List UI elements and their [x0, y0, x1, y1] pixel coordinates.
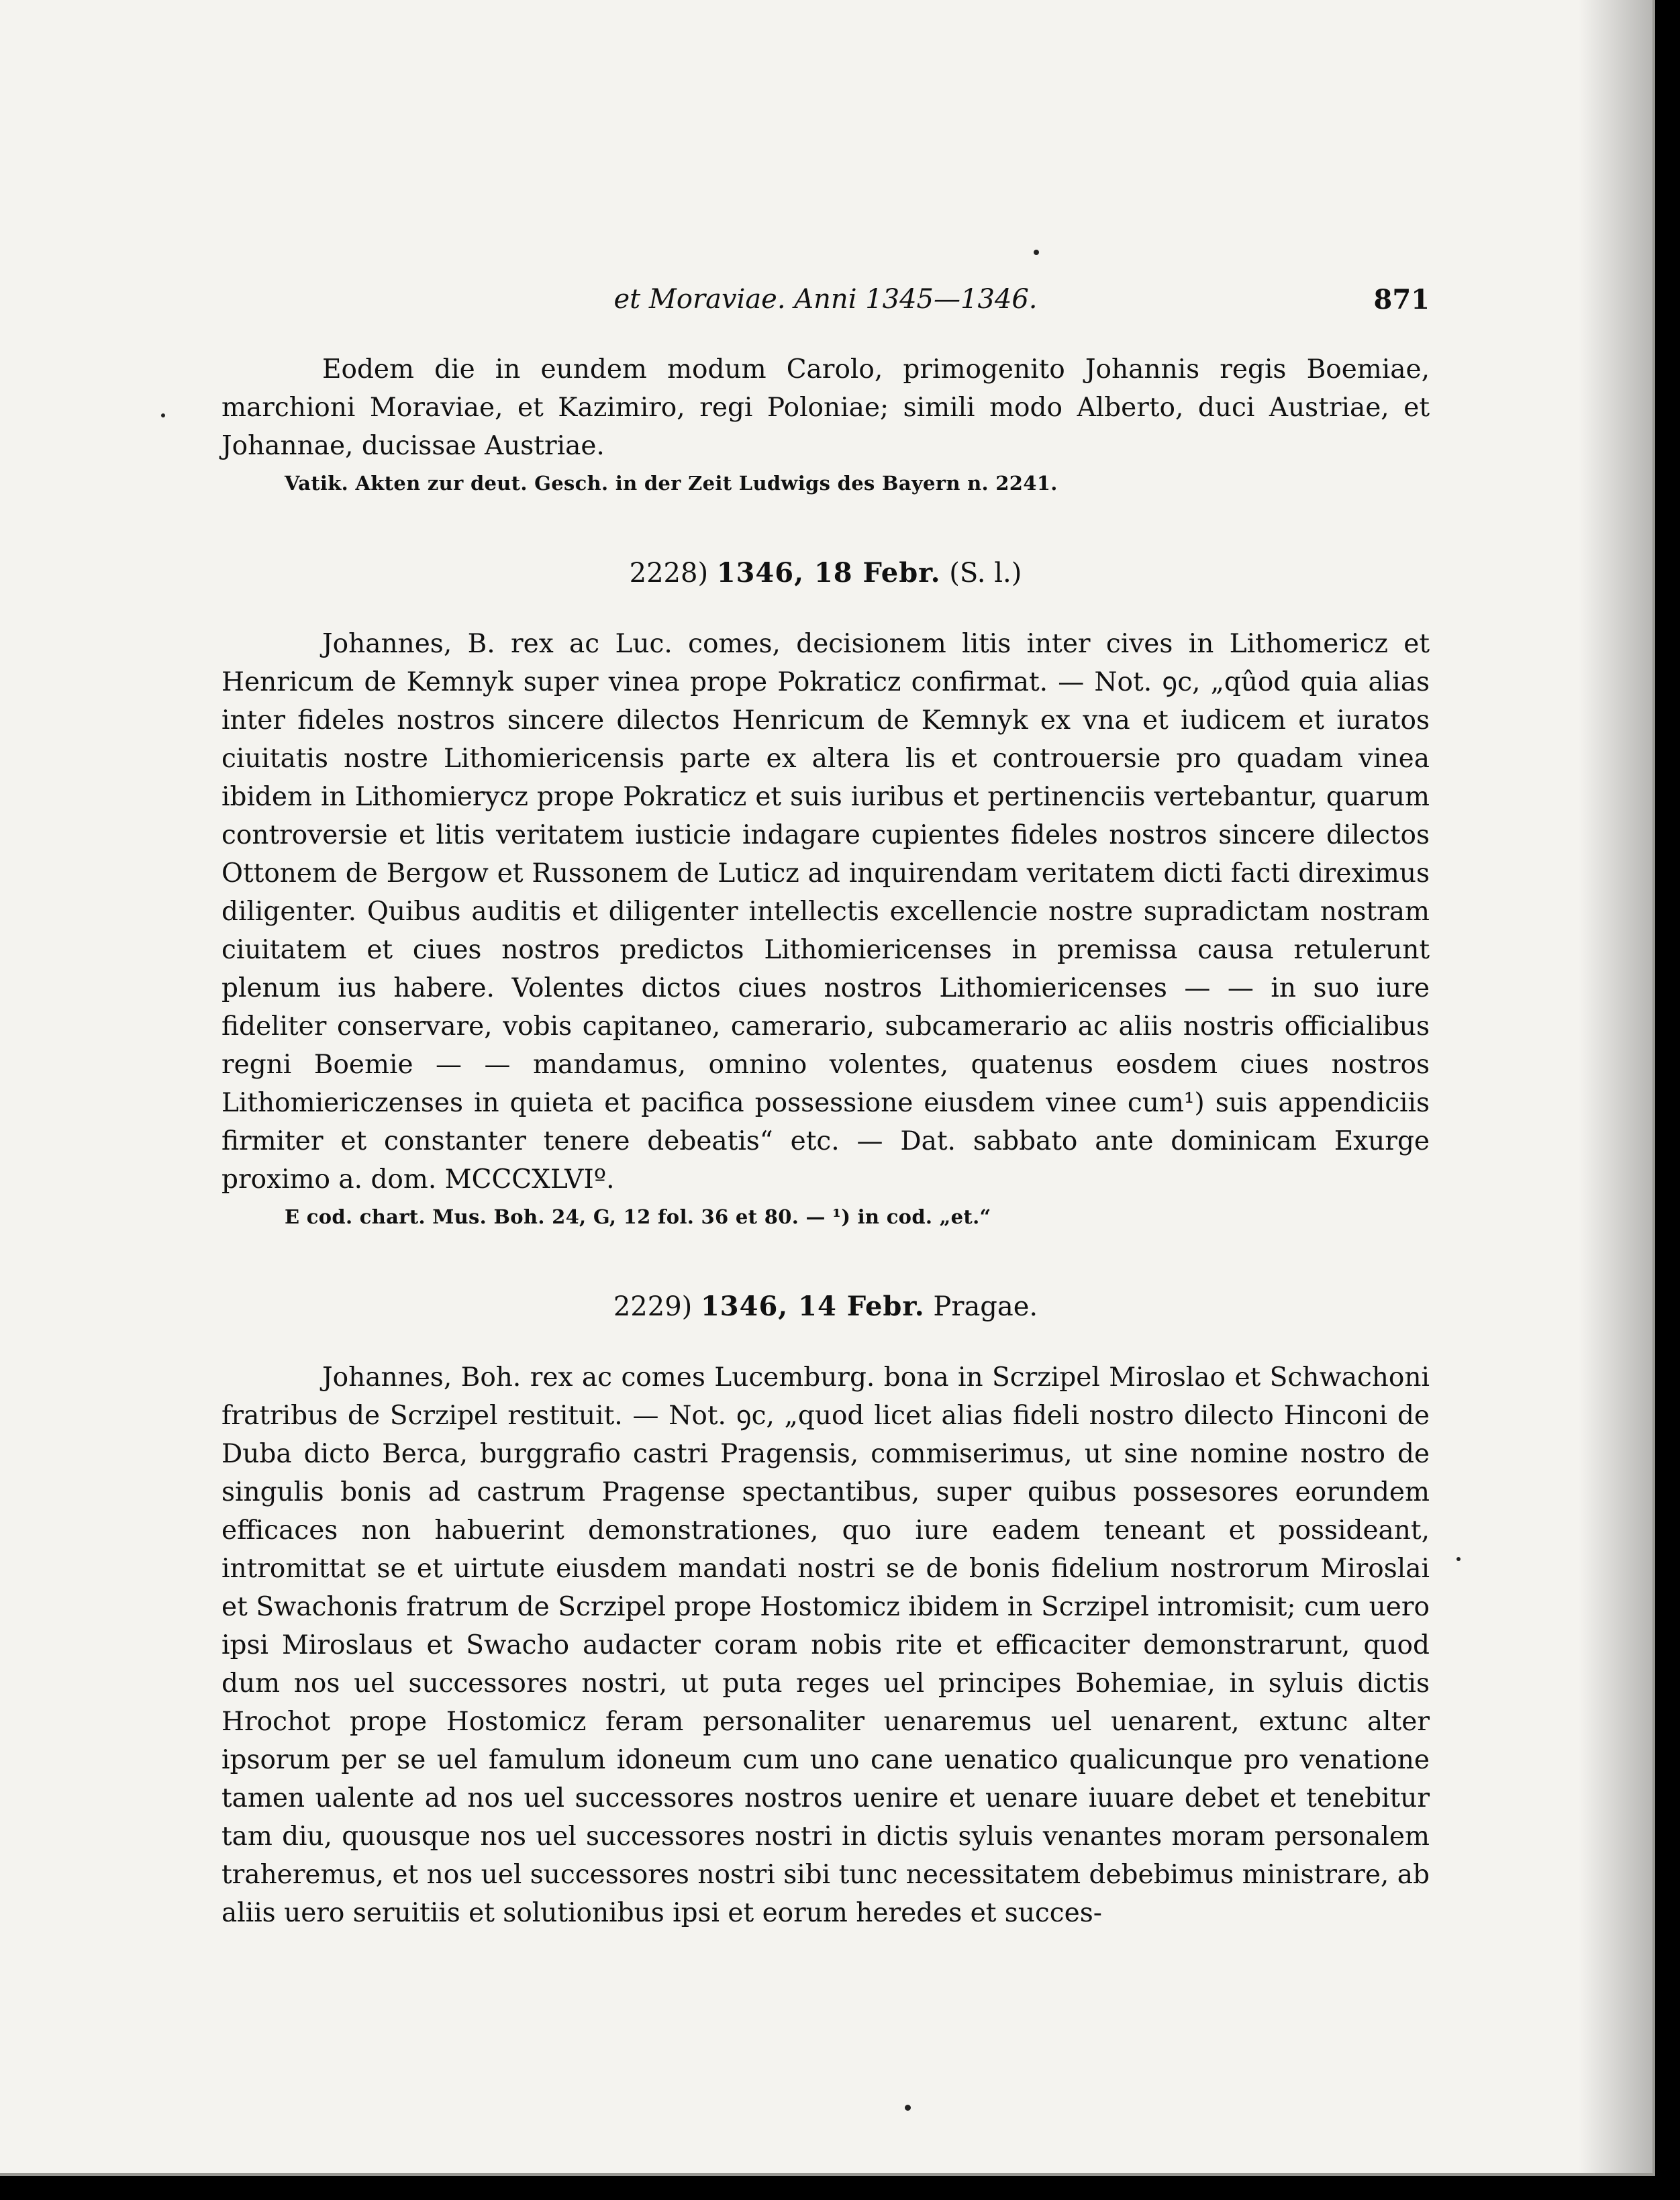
scan-speck	[905, 2105, 911, 2111]
running-head	[221, 281, 1430, 325]
intro-source-note: Vatik. Akten zur deut. Gesch. in der Zeit Ludwigs des Bayern n. 2241.	[285, 472, 1058, 495]
page-number: 871	[1373, 284, 1430, 315]
scan-speck	[1456, 1557, 1461, 1561]
entry-place: (S. l.)	[949, 558, 1022, 589]
running-title: et Moraviae. Anni 1345—1346.	[613, 284, 1038, 315]
page-content	[221, 281, 1430, 1932]
entry-number: 2229)	[613, 1291, 693, 1322]
entry-date: 1346, 14 Febr.	[700, 1291, 925, 1322]
entry-date: 1346, 18 Febr.	[716, 557, 941, 589]
entry-heading-2229	[221, 1287, 1430, 1326]
entry-text-2228: Johannes, B. rex ac Luc. comes, decisionem litis inter cives in Lithomericz et Henricum de Kemnyk super vinea prope Pokraticz confirmat. — Not. ꝯc, „qûod quia alias inter fideles nostros sincere dilectos Henricum de Kemnyk ex vna et iudicem et iuratos ciuitatis nostre Lithomiericensis parte ex altera lis et controuersie pro quadam vinea ibidem in Lithomierycz prope Pokraticz et suis iuribus et pertinenciis vertebantur, quarum controversie et litis veritatem iusticie indagare cupientes fideles nostros sincere dilectos Ottonem de Bergow et Russonem de Luticz ad inquirendam veritatem dicti facti direximus diligenter. Quibus auditis et diligenter intellectis excellencie nostre supradictam nostram ciuitatem et ciues nostros predictos Lithomiericenses in premissa causa retulerunt plenum ius habere. Volentes dictos ciues nostros Lithomiericenses — — in suo iure fideliter conservare, vobis capitaneo, camerario, subcamerario ac aliis nostris officialibus regni Boemie — — mandamus, omnino volentes, quatenus eosdem ciues nostros Lithomiericzenses in quieta et pacifica possessione eiusdem vinee cum¹) suis appendiciis firmiter et constanter tenere debeatis“ etc. — Dat. sabbato ante dominicam Exurge proximo a. dom. MCCCXLVIº.	[221, 629, 1430, 1195]
entry-number: 2228)	[629, 558, 709, 589]
scan-speck	[161, 413, 165, 417]
entry-source-note-2228: E cod. chart. Mus. Boh. 24, G, 12 fol. 36 et 80. — ¹) in cod. „et.“	[285, 1205, 991, 1228]
intro-paragraph: Eodem die in eundem modum Carolo, primogenito Johannis regis Boemiae, marchioni Moraviae, et Kazimiro, regi Poloniae; simili modo Alberto, duci Austriae, et Johannae, ducissae Austriae.	[221, 354, 1430, 461]
entry-heading-2228	[221, 554, 1430, 593]
entry-text-2229: Johannes, Boh. rex ac comes Lucemburg. bona in Scrzipel Miroslao et Schwachoni fratribus de Scrzipel restituit. — Not. ꝯc, „quod licet alias fideli nostro dilecto Hinconi de Duba dicto Berca, burggrafio castri Pragensis, commiserimus, ut sine nomine nostro de singulis bonis ad castrum Pragense spectantibus, super quibus possesores eorundem efficaces non habuerint demonstrationes, quo iure eadem teneant et possideant, intromittat se et uirtute eiusdem mandati nostri se de bonis fidelium nostrorum Miroslai et Swachonis fratrum de Scrzipel prope Hostomicz ibidem in Scrzipel intromisit; cum uero ipsi Miroslaus et Swacho audacter coram nobis rite et efficaciter demonstrarunt, quod dum nos uel successores nostri, ut puta reges uel principes Bohemiae, in syluis dictis Hrochot prope Hostomicz feram personaliter uenaremus uel uenarent, extunc alter ipsorum per se uel famulum idoneum cum uno cane uenatico qualicunque pro venatione tamen ualente ad nos uel successores nostros uenire et uenare iuuare debet et tenebitur tam diu, quousque nos uel successores nostri in dictis syluis venantes moram personalem traheremus, et nos uel successores nostri sibi tunc necessitatem debebimus ministrare, ab aliis uero seruitiis et solutionibus ipsi et eorum heredes et succes-	[221, 1362, 1430, 1928]
entry-place: Pragae.	[933, 1291, 1038, 1322]
scan-speck	[1034, 250, 1039, 255]
